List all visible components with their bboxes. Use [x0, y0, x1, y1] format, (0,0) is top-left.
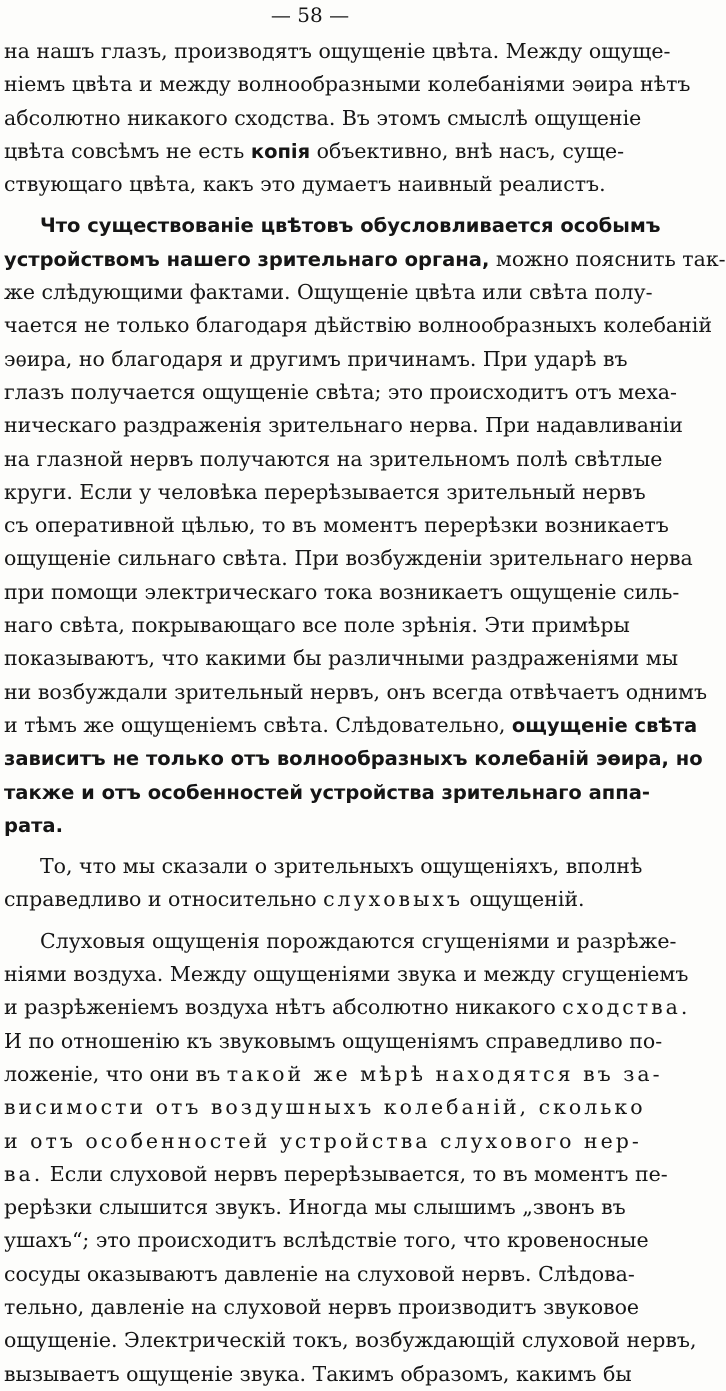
text-line: И по отношенію къ звуковымъ ощущеніямъ справедливо по- [4, 1028, 663, 1053]
spaced-emphasis: сходства. [562, 995, 691, 1020]
page-number: — 58 — [270, 3, 350, 27]
paragraph-gap [4, 842, 616, 850]
text-line [4, 209, 661, 242]
text-line: сосуды оказываютъ давленіе на слуховой нервъ. Слѣдова- [4, 1261, 635, 1286]
text-line: ни возбуждали зрительный нервъ, онъ всегда отвѣчаетъ однимъ [4, 679, 708, 704]
bold-emphasis: зависитъ не только отъ волнообразныхъ колебаній эѳира, но [4, 747, 703, 771]
text-line: чается не только благодаря дѣйствію волнообразныхъ колебаній [4, 313, 713, 338]
text-line: ніями воздуха. Между ощущеніями звука и между сгущеніемъ [4, 962, 689, 987]
paragraph-gap [4, 201, 616, 209]
paragraph-gap [4, 917, 616, 925]
text-line: съ оперативной цѣлью, то въ моментъ перерѣзки возникаетъ [4, 513, 669, 538]
spaced-emphasis: висимости отъ воздушныхъ колебаній, сколько [4, 1095, 646, 1120]
text-line: при помощи электрическаго тока возникаетъ ощущеніе силь- [4, 579, 680, 604]
text-line [4, 809, 616, 842]
text-line: на нашъ глазъ, производятъ ощущеніе цвѣта. Между ощуще- [4, 39, 671, 63]
spaced-emphasis: и отъ особенностей устройства слухового нер- [4, 1128, 642, 1153]
page-body [4, 35, 726, 1391]
text-line: эѳира, но благодаря и другимъ причинамъ. При ударѣ въ [4, 346, 628, 371]
bold-emphasis: копія [250, 139, 311, 163]
text-line: справедливо и относительно слуховыхъ ощущеній. [4, 887, 585, 912]
text-line: показываютъ, что какими бы различными раздраженіями мы [4, 646, 679, 671]
bold-emphasis: рата. [4, 813, 63, 837]
spaced-emphasis: слуховыхъ [323, 887, 463, 912]
text-line [4, 1091, 646, 1124]
text-line: тельно, давленіе на слуховой нервъ производитъ звуковое [4, 1294, 640, 1319]
text-line: наго свѣта, покрывающаго все поле зрѣнія. Эти примѣры [4, 613, 630, 638]
text-line [4, 776, 650, 809]
text-line: ніемъ цвѣта и между волнообразными колебаніями эѳира нѣтъ [4, 72, 691, 97]
text-line: на глазной нервъ получаются на зрительномъ полѣ свѣтлые [4, 446, 663, 471]
paragraph [4, 850, 643, 917]
text-line: и тѣмъ же ощущеніемъ свѣта. Слѣдовательно, ощущеніе свѣта [4, 712, 698, 737]
text-line: ощущеніе сильнаго свѣта. При возбужденіи зрительнаго нерва [4, 546, 693, 571]
text-line: вызываетъ ощущеніе звука. Такимъ образомъ, какимъ бы [4, 1361, 632, 1386]
text-line: и разрѣженіемъ воздуха нѣтъ абсолютно никакого сходства. [4, 995, 691, 1020]
paragraph [4, 35, 691, 201]
text-line [4, 742, 703, 775]
text-line: ническаго раздраженія зрительнаго нерва. При надавливаніи [4, 413, 683, 438]
text-line: же слѣдующими фактами. Ощущеніе цвѣта или свѣта полу- [4, 280, 653, 305]
text-line: ушахъ“; это происходитъ вслѣдствіе того, что кровеносные [4, 1228, 649, 1253]
text-line: Слуховыя ощущенія порождаются сгущеніями и разрѣже- [40, 928, 677, 953]
spaced-emphasis: такой же мѣрѣ находятся въ за- [226, 1061, 663, 1086]
bold-emphasis: устройствомъ нашего зрительнаго органа, [4, 247, 490, 271]
spaced-emphasis: ва. [4, 1161, 44, 1186]
text-line: ложеніе, что они въ такой же мѣрѣ находятся въ за- [4, 1061, 663, 1086]
text-line: цвѣта совсѣмъ не есть копія объективно, внѣ насъ, суще- [4, 138, 625, 163]
text-line: абсолютно никакого сходства. Въ этомъ смыслѣ ощущеніе [4, 105, 642, 130]
paragraph [4, 209, 726, 842]
bold-emphasis: Что существованіе цвѣтовъ обусловливается особымъ [40, 214, 661, 238]
text-line: ощущеніе. Электрическій токъ, возбуждающій слуховой нервъ, [4, 1328, 697, 1353]
bold-emphasis: ощущеніе свѣта [511, 713, 698, 737]
text-line: глазъ получается ощущеніе свѣта; это происходитъ отъ меха- [4, 379, 677, 404]
text-line [4, 1125, 642, 1158]
text-line: ва. Если слуховой нервъ перерѣзывается, то въ моментъ пе- [4, 1161, 668, 1186]
text-line: устройствомъ нашего зрительнаго органа, можно пояснить так- [4, 246, 726, 271]
paragraph [4, 925, 697, 1391]
text-line: То, что мы сказали о зрительныхъ ощущеніяхъ, вполнѣ [40, 854, 643, 879]
bold-emphasis: также и отъ особенностей устройства зрительнаго аппа- [4, 780, 650, 804]
text-line: круги. Если у человѣка перерѣзывается зрительный нервъ [4, 479, 646, 504]
text-line: ствующаго цвѣта, какъ это думаетъ наивный реалистъ. [4, 172, 606, 197]
text-line: рерѣзки слышится звукъ. Иногда мы слышимъ „звонъ въ [4, 1195, 626, 1220]
